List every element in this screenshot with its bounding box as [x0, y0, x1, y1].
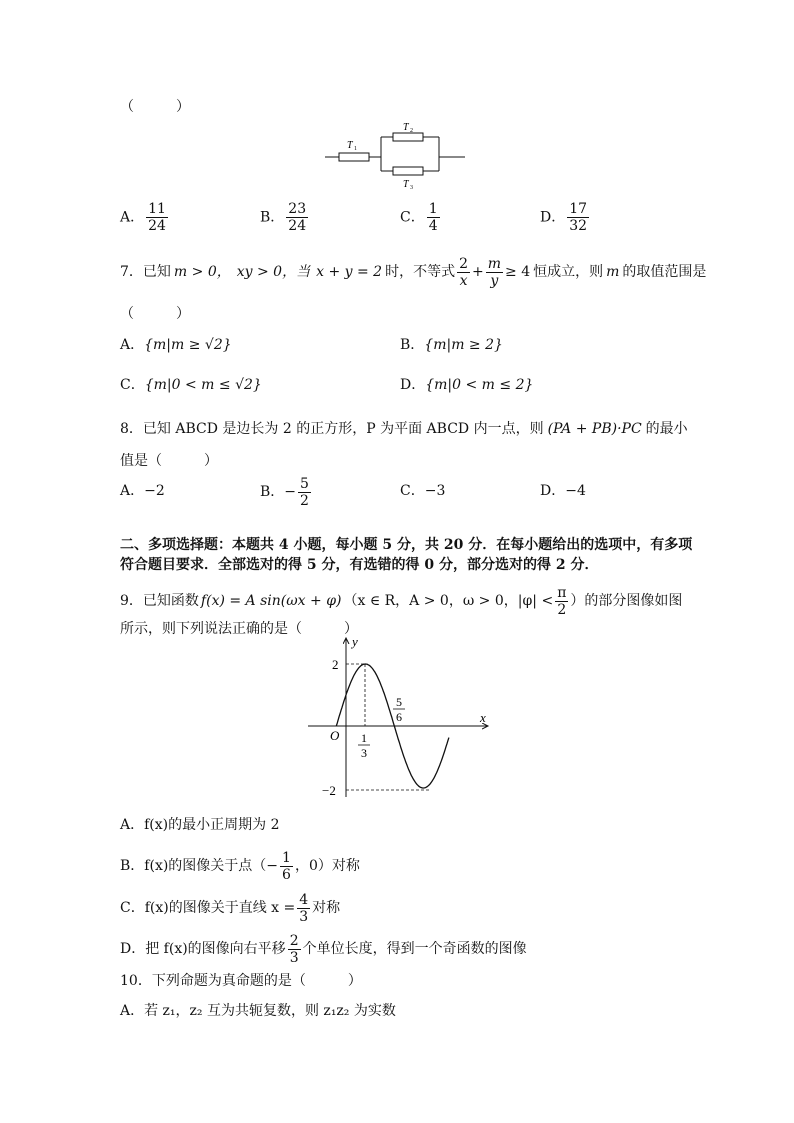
q6-circuit-diagram [325, 122, 485, 191]
q10-option-a[interactable]: A．若 z₁，z₂ 互为共轭复数，则 z₁z₂ 为实数 [120, 1003, 396, 1019]
q8-stem-line2: 值是（ ） [120, 453, 218, 469]
q7-paren: （ ） [120, 306, 190, 322]
q6-option-b[interactable]: B． $\frac{23}{24}$ [260, 201, 307, 234]
svg-text:2: 2 [410, 128, 413, 134]
x-tick-five-sixths-den: 6 [396, 710, 402, 724]
label-t2: T [403, 122, 409, 133]
q9-option-d[interactable]: D． 把 f(x)的图像向右平移 $\frac{2}{3}$ 个单位长度，得到一个奇函数的图像 [120, 932, 527, 966]
q6-paren: （ ） [120, 99, 190, 115]
q9-option-c[interactable]: C． f(x)的图像关于直线 x = $\frac{4}{3}$ 对称 [120, 891, 341, 925]
x-tick-one-third-den: 3 [361, 746, 367, 760]
q8-option-a[interactable]: A．−2 [120, 483, 165, 499]
y-axis-label: y [352, 634, 358, 649]
q7-option-c[interactable]: C．{m|0 < m ≤ √2} [120, 377, 262, 393]
q8-option-d[interactable]: D．−4 [540, 483, 586, 499]
label-t3: T [403, 179, 409, 190]
q9-sine-graph [300, 632, 500, 802]
q9-stem-line2: 所示，则下列说法正确的是（ ） [120, 621, 358, 637]
q6-option-a[interactable]: A． $\frac{11}{24}$ [120, 201, 166, 234]
q9-stem-line1: 9．已知函数 f(x) = A sin(ωx + φ) （x ∈ R，A > 0，ω > 0，|φ| < $\frac{\pi}{2}$ ）的部分图像如图 [120, 584, 683, 618]
q7-stem: 7．已知 m > 0， xy > 0，当 x + y = 2 时，不等式 $\frac{2}{x}$ + $\frac{m}{y}$ ≥ 4 恒成立，则 m 的取值范围是 [120, 255, 707, 289]
resistor-t1 [339, 153, 369, 161]
q6-option-c[interactable]: C． $\frac{1}{4}$ [400, 201, 438, 234]
svg-text:3: 3 [410, 185, 413, 191]
resistor-t2 [393, 133, 423, 141]
section2-heading-line2: 符合题目要求．全部选对的得 5 分，有选错的得 0 分，部分选对的得 2 分． [120, 557, 599, 573]
q9-option-b[interactable]: B． f(x)的图像关于点（− $\frac{1}{6}$ ，0）对称 [120, 849, 360, 883]
q7-option-d[interactable]: D．{m|0 < m ≤ 2} [400, 377, 534, 393]
x-tick-five-sixths-num: 5 [396, 695, 402, 709]
svg-text:1: 1 [354, 146, 357, 152]
q8-stem-line1: 8．已知 ABCD 是边长为 2 的正方形，P 为平面 ABCD 内一点，则 (PA + PB)·PC 的最小 [120, 421, 688, 437]
q8-option-c[interactable]: C．−3 [400, 483, 446, 499]
y-tick-bottom: −2 [322, 783, 336, 798]
x-axis-label: x [480, 710, 486, 725]
q6-option-d[interactable]: D． $\frac{17}{32}$ [540, 201, 588, 234]
q7-option-a[interactable]: A．{m|m ≥ √2} [120, 337, 232, 353]
label-t1: T [347, 140, 353, 151]
q7-option-b[interactable]: B．{m|m ≥ 2} [400, 337, 503, 353]
section2-heading-line1: 二、多项选择题：本题共 4 小题，每小题 5 分，共 20 分．在每小题给出的选项中，有多项 [120, 537, 693, 553]
resistor-t3 [393, 167, 423, 175]
origin-label: O [330, 728, 340, 743]
q9-option-a[interactable]: A．f(x)的最小正周期为 2 [120, 817, 280, 833]
y-tick-top: 2 [332, 657, 339, 672]
q8-option-b[interactable]: B． − $\frac{5}{2}$ [260, 475, 309, 509]
x-tick-one-third-num: 1 [361, 731, 367, 745]
q10-stem: 10．下列命题为真命题的是（ ） [120, 973, 362, 989]
